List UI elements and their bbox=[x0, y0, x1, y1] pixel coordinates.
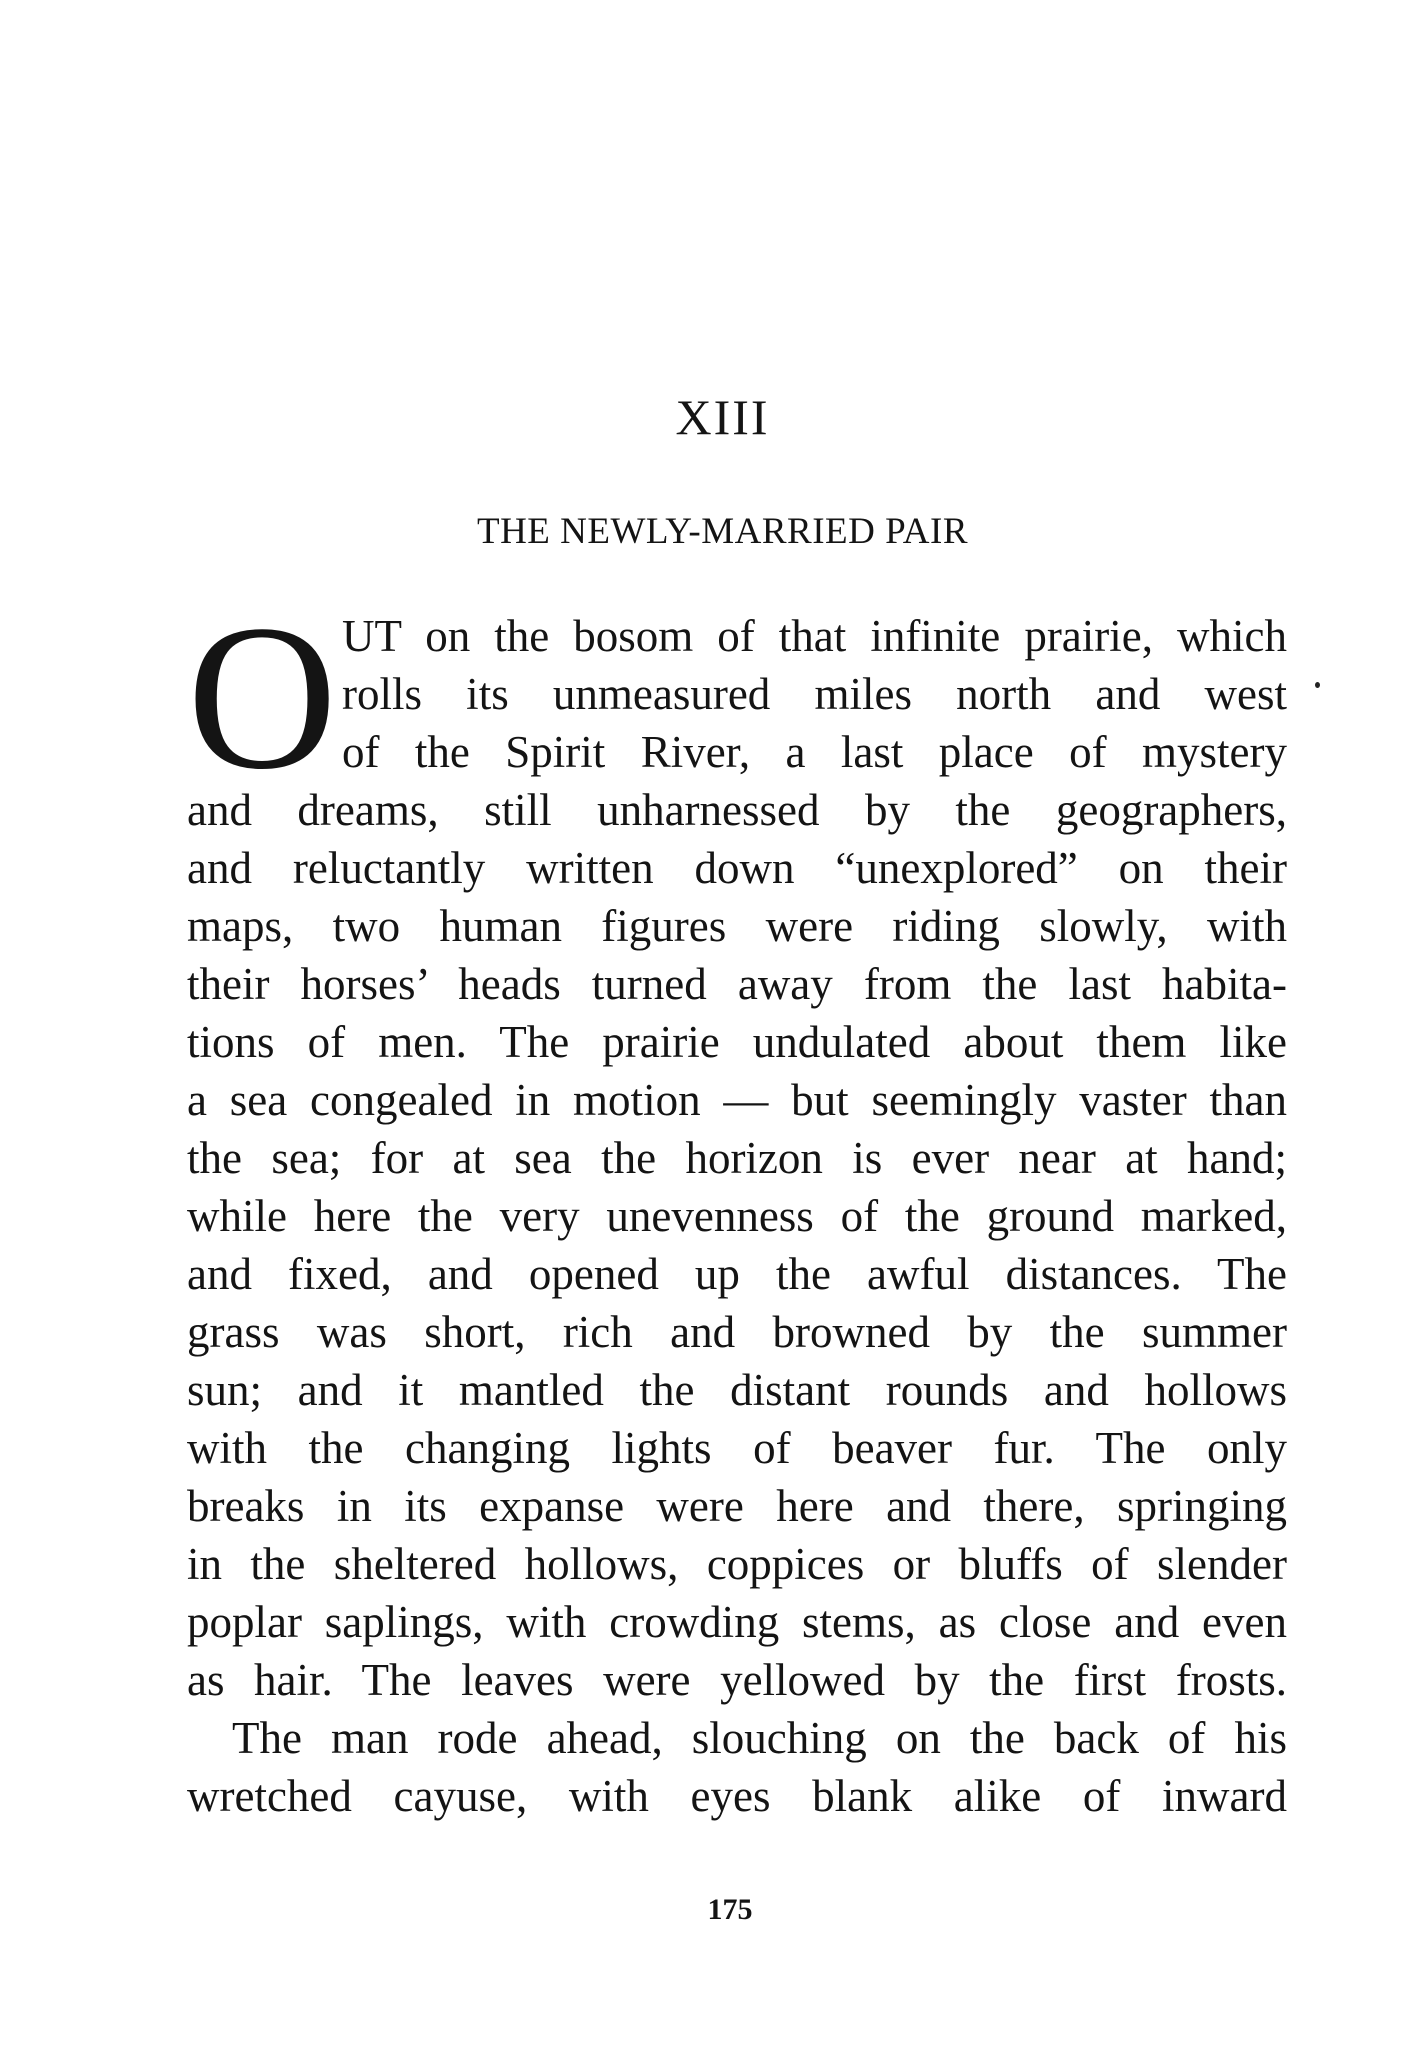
text-line: and reluctantly written down “unexplored” on their bbox=[187, 843, 1287, 893]
text-line: of the Spirit River, a last place of mystery bbox=[342, 727, 1287, 777]
text-line: as hair. The leaves were yellowed by the first frosts. bbox=[187, 1655, 1287, 1705]
text-line: while here the very unevenness of the ground marked, bbox=[187, 1191, 1287, 1241]
text-line: the sea; for at sea the horizon is ever near at hand; bbox=[187, 1133, 1287, 1183]
text-line: grass was short, rich and browned by the summer bbox=[187, 1307, 1287, 1357]
chapter-number: XIII bbox=[675, 389, 770, 445]
text-line: their horses’ heads turned away from the last habita- bbox=[187, 959, 1287, 1009]
chapter-title: THE NEWLY-MARRIED PAIR bbox=[476, 511, 969, 552]
text-line: and fixed, and opened up the awful distances. The bbox=[187, 1249, 1287, 1299]
text-line: maps, two human figures were riding slowly, with bbox=[187, 901, 1287, 951]
text-line: breaks in its expanse were here and there, springing bbox=[187, 1481, 1287, 1531]
text-line: poplar saplings, with crowding stems, as close and even bbox=[187, 1597, 1287, 1647]
paragraph-start-line: The man rode ahead, slouching on the back of his bbox=[232, 1713, 1287, 1763]
text-line: UT on the bosom of that infinite prairie, which bbox=[342, 611, 1287, 661]
text-line: with the changing lights of beaver fur. The only bbox=[187, 1423, 1287, 1473]
ink-speck bbox=[1315, 682, 1320, 688]
text-line: a sea congealed in motion — but seemingly vaster than bbox=[187, 1075, 1287, 1125]
text-line: sun; and it mantled the distant rounds and hollows bbox=[187, 1365, 1287, 1415]
text-line: wretched cayuse, with eyes blank alike of inward bbox=[187, 1771, 1287, 1821]
text-line: and dreams, still unharnessed by the geographers, bbox=[187, 785, 1287, 835]
text-line: rolls its unmeasured miles north and west bbox=[342, 669, 1287, 719]
drop-cap-letter: O bbox=[187, 582, 338, 812]
page-number: 175 bbox=[707, 1893, 753, 1926]
text-line: tions of men. The prairie undulated about them like bbox=[187, 1017, 1287, 1067]
text-line: in the sheltered hollows, coppices or bluffs of slender bbox=[187, 1539, 1287, 1589]
